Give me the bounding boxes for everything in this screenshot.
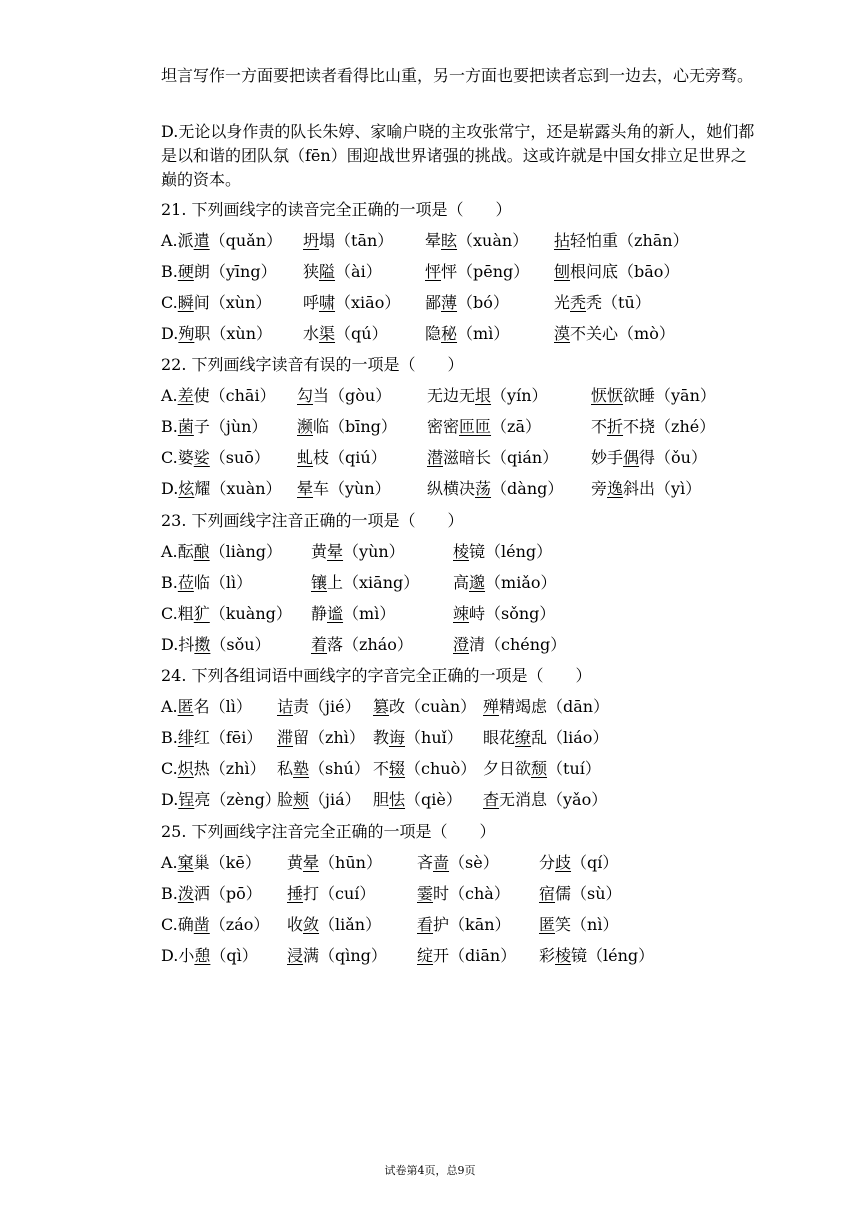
- option-item: B.泼洒（pō）: [161, 884, 262, 903]
- option-item: 高邈（miǎo）: [453, 573, 557, 592]
- underlined-char: 娑: [193, 448, 210, 467]
- option-item: 呼啸（xiāo）: [303, 293, 401, 312]
- underlined-char: 莅: [177, 573, 194, 592]
- option-item: 宿儒（sù）: [539, 884, 622, 903]
- underlined-char: 炽: [177, 759, 194, 778]
- underlined-char: 渠: [319, 324, 336, 343]
- option-item: D.殉职（xùn）: [161, 324, 272, 343]
- option-item: 拈轻怕重（zhān）: [554, 231, 689, 250]
- underlined-char: 歧: [555, 853, 572, 872]
- option-item: C.粗犷（kuàng）: [161, 604, 292, 623]
- question-stem: 23. 下列画线字注音正确的一项是（ ）: [161, 511, 464, 530]
- underlined-char: 看: [417, 915, 434, 934]
- underlined-char: 怯: [389, 790, 406, 809]
- underlined-char: 垠: [475, 386, 492, 405]
- option-row: [161, 415, 781, 439]
- underlined-char: 锃: [178, 790, 195, 809]
- underlined-char: 差: [177, 386, 194, 405]
- option-item: 棱镜（léng）: [453, 542, 553, 561]
- option-row: [161, 291, 781, 315]
- question-stem: 24. 下列各组词语中画线字的字音完全正确的一项是（ ）: [161, 666, 592, 685]
- option-item: 教诲（huǐ）: [373, 728, 463, 747]
- option-item: B.绯红（fēi）: [161, 728, 263, 747]
- underlined-char: 逸: [607, 479, 624, 498]
- underlined-char: 辍: [389, 759, 406, 778]
- option-item: A.派遣（quǎn）: [161, 231, 283, 250]
- option-item: A.窠巢（kē）: [161, 853, 261, 872]
- option-item: 潜滋暗长（qián）: [427, 448, 559, 467]
- underlined-char: 颊: [293, 790, 310, 809]
- underlined-char: 秘: [441, 324, 458, 343]
- option-item: 旁逸斜出（yì）: [591, 479, 702, 498]
- option-item: A.匿名（lì）: [161, 697, 252, 716]
- underlined-char: 篡: [373, 697, 390, 716]
- option-item: 虬枝（qiú）: [297, 448, 387, 467]
- option-item: 刨根问底（bāo）: [554, 262, 680, 281]
- question-stem: 21. 下列画线字的读音完全正确的一项是（ ）: [161, 200, 512, 219]
- option-item: 脸颊（jiá）: [277, 790, 361, 809]
- option-item: 澄清（chéng）: [453, 635, 567, 654]
- underlined-char: 啸: [319, 293, 336, 312]
- option-row: [161, 446, 781, 470]
- option-row: [161, 882, 781, 906]
- underlined-char: 炫: [178, 479, 195, 498]
- underlined-char: 殚: [483, 697, 500, 716]
- underlined-char: 捶: [287, 884, 304, 903]
- option-item: 霎时（chà）: [417, 884, 510, 903]
- option-item: 狭隘（ài）: [303, 262, 382, 281]
- underlined-char: 塾: [293, 759, 310, 778]
- option-item: 水渠（qú）: [303, 324, 388, 343]
- option-item: C.婆娑（suō）: [161, 448, 270, 467]
- option-item: 竦峙（sǒng）: [453, 604, 556, 623]
- underlined-char: 眩: [441, 231, 458, 250]
- underlined-char: 薄: [441, 293, 458, 312]
- option-item: 收敛（liǎn）: [287, 915, 382, 934]
- underlined-char: 犷: [193, 604, 210, 623]
- paragraph-option-d: D.无论以身作责的队长朱婷、家喻户晓的主攻张常宁，还是崭露头角的新人，她们都是以和谐的团队氛（fēn）围迎战世界诸强的挑战。这或许就是中国女排立足世界之巅的资本。: [161, 122, 755, 189]
- underlined-char: 酿: [193, 542, 210, 561]
- option-row: [161, 322, 781, 346]
- underlined-char: 着: [311, 635, 328, 654]
- option-row: [161, 571, 781, 595]
- underlined-char: 折: [607, 417, 624, 436]
- option-item: 漠不关心（mò）: [554, 324, 675, 343]
- underlined-char: 谧: [327, 604, 344, 623]
- underlined-char: 虬: [297, 448, 314, 467]
- underlined-char: 棱: [453, 542, 470, 561]
- option-item: 怦怦（pēng）: [425, 262, 530, 281]
- question-stem: 22. 下列画线字读音有误的一项是（ ）: [161, 355, 464, 374]
- underlined-char: 缭: [515, 728, 532, 747]
- option-item: D.炫耀（xuàn）: [161, 479, 282, 498]
- underlined-char: 绽: [417, 946, 434, 965]
- option-item: 诘责（jié）: [277, 697, 361, 716]
- underlined-char: 杳: [483, 790, 500, 809]
- option-row: [161, 757, 781, 781]
- option-item: 无边无垠（yín）: [427, 386, 548, 405]
- option-item: 篡改（cuàn）: [373, 697, 477, 716]
- page-footer: 试卷第4页，总9页: [384, 1164, 476, 1177]
- underlined-char: 澄: [453, 635, 470, 654]
- underlined-char: 潜: [427, 448, 444, 467]
- underlined-char: 擞: [194, 635, 211, 654]
- option-item: C.瞬间（xùn）: [161, 293, 272, 312]
- option-item: 捶打（cuí）: [287, 884, 376, 903]
- underlined-char: 竦: [453, 604, 470, 623]
- underlined-char: 棱: [555, 946, 572, 965]
- option-item: 夕日欲颓（tuí）: [483, 759, 601, 778]
- underlined-char: 匿: [177, 697, 194, 716]
- underlined-char: 隘: [319, 262, 336, 281]
- option-item: B.莅临（lì）: [161, 573, 253, 592]
- option-item: A.酝酿（liàng）: [161, 542, 282, 561]
- underlined-char: 怦: [425, 262, 442, 281]
- option-item: 密密匝匝（zā）: [427, 417, 542, 436]
- option-item: 着落（zháo）: [311, 635, 413, 654]
- underlined-char: 邈: [469, 573, 486, 592]
- underlined-char: 宿: [539, 884, 556, 903]
- option-row: [161, 788, 781, 812]
- underlined-char: 颓: [531, 759, 548, 778]
- underlined-char: 诲: [389, 728, 406, 747]
- underlined-char: 绯: [177, 728, 194, 747]
- option-item: 妙手偶得（ǒu）: [591, 448, 707, 467]
- underlined-char: 偶: [623, 448, 640, 467]
- option-row: [161, 602, 781, 626]
- underlined-char: 滞: [277, 728, 294, 747]
- option-item: 浸满（qìng）: [287, 946, 387, 965]
- option-row: [161, 477, 781, 501]
- option-item: 黄晕（yùn）: [311, 542, 405, 561]
- option-item: 杳无消息（yǎo）: [483, 790, 608, 809]
- option-item: 匿笑（nì）: [539, 915, 619, 934]
- underlined-char: 勾: [297, 386, 314, 405]
- option-item: 纵横决荡（dàng）: [427, 479, 564, 498]
- underlined-char: 瞬: [177, 293, 194, 312]
- underlined-char: 晕: [297, 479, 314, 498]
- option-item: 胆怯（qiè）: [373, 790, 462, 809]
- underlined-char: 匝匝: [459, 417, 492, 436]
- underlined-char: 硬: [177, 262, 194, 281]
- option-item: 看护（kān）: [417, 915, 511, 934]
- underlined-char: 荡: [475, 479, 492, 498]
- option-item: 不折不挠（zhé）: [591, 417, 716, 436]
- underlined-char: 濒: [297, 417, 314, 436]
- option-item: 黄晕（hūn）: [287, 853, 382, 872]
- option-row: [161, 726, 781, 750]
- option-item: 吝啬（sè）: [417, 853, 499, 872]
- underlined-char: 殉: [178, 324, 195, 343]
- option-item: 鄙薄（bó）: [425, 293, 509, 312]
- option-item: 晕眩（xuàn）: [425, 231, 529, 250]
- paragraph-continuation: 坦言写作一方面要把读者看得比山重，另一方面也要把读者忘到一边去，心无旁骛。: [161, 66, 754, 85]
- option-item: 濒临（bīng）: [297, 417, 397, 436]
- option-row: [161, 851, 781, 875]
- underlined-char: 诘: [277, 697, 294, 716]
- option-item: 彩棱镜（léng）: [539, 946, 655, 965]
- option-item: 镶上（xiāng）: [311, 573, 420, 592]
- underlined-char: 晕: [303, 853, 320, 872]
- option-item: 晕车（yùn）: [297, 479, 391, 498]
- underlined-char: 泼: [177, 884, 194, 903]
- underlined-char: 镶: [311, 573, 328, 592]
- option-item: A.差使（chāi）: [161, 386, 276, 405]
- option-item: D.锃亮（zèng）: [161, 790, 281, 809]
- option-row: [161, 695, 781, 719]
- option-item: 眼花缭乱（liáo）: [483, 728, 609, 747]
- option-item: B.硬朗（yīng）: [161, 262, 277, 281]
- underlined-char: 秃: [570, 293, 587, 312]
- option-item: 分歧（qí）: [539, 853, 619, 872]
- underlined-char: 憩: [194, 946, 211, 965]
- question-stem: 25. 下列画线字注音完全正确的一项是（ ）: [161, 822, 496, 841]
- underlined-char: 漠: [554, 324, 571, 343]
- option-row: [161, 944, 781, 968]
- underlined-char: 敛: [303, 915, 320, 934]
- underlined-char: 拈: [554, 231, 571, 250]
- underlined-char: 浸: [287, 946, 304, 965]
- option-row: [161, 540, 781, 564]
- option-row: [161, 384, 781, 408]
- option-row: [161, 913, 781, 937]
- option-item: 静谧（mì）: [311, 604, 396, 623]
- underlined-char: 凿: [193, 915, 210, 934]
- option-item: 恹恹欲睡（yān）: [591, 386, 716, 405]
- option-item: 勾当（gòu）: [297, 386, 392, 405]
- option-item: C.确凿（záo）: [161, 915, 270, 934]
- underlined-char: 晕: [327, 542, 344, 561]
- option-item: D.抖擞（sǒu）: [161, 635, 271, 654]
- underlined-char: 刨: [554, 262, 571, 281]
- underlined-char: 菌: [177, 417, 194, 436]
- option-item: C.炽热（zhì）: [161, 759, 266, 778]
- option-row: [161, 260, 781, 284]
- option-item: 殚精竭虑（dān）: [483, 697, 610, 716]
- underlined-char: 恹恹: [591, 386, 624, 405]
- option-item: 隐秘（mì）: [425, 324, 510, 343]
- option-row: [161, 633, 781, 657]
- option-item: 私塾（shú）: [277, 759, 370, 778]
- option-item: B.菌子（jùn）: [161, 417, 268, 436]
- option-item: 绽开（diān）: [417, 946, 517, 965]
- option-item: D.小憩（qì）: [161, 946, 258, 965]
- option-item: 不辍（chuò）: [373, 759, 477, 778]
- option-item: 滞留（zhì）: [277, 728, 365, 747]
- underlined-char: 窠: [177, 853, 194, 872]
- underlined-char: 啬: [433, 853, 450, 872]
- underlined-char: 坍: [303, 231, 320, 250]
- option-item: 光秃秃（tū）: [554, 293, 651, 312]
- underlined-char: 遣: [193, 231, 210, 250]
- underlined-char: 匿: [539, 915, 556, 934]
- option-row: [161, 229, 781, 253]
- option-item: 坍塌（tān）: [303, 231, 394, 250]
- underlined-char: 霎: [417, 884, 434, 903]
